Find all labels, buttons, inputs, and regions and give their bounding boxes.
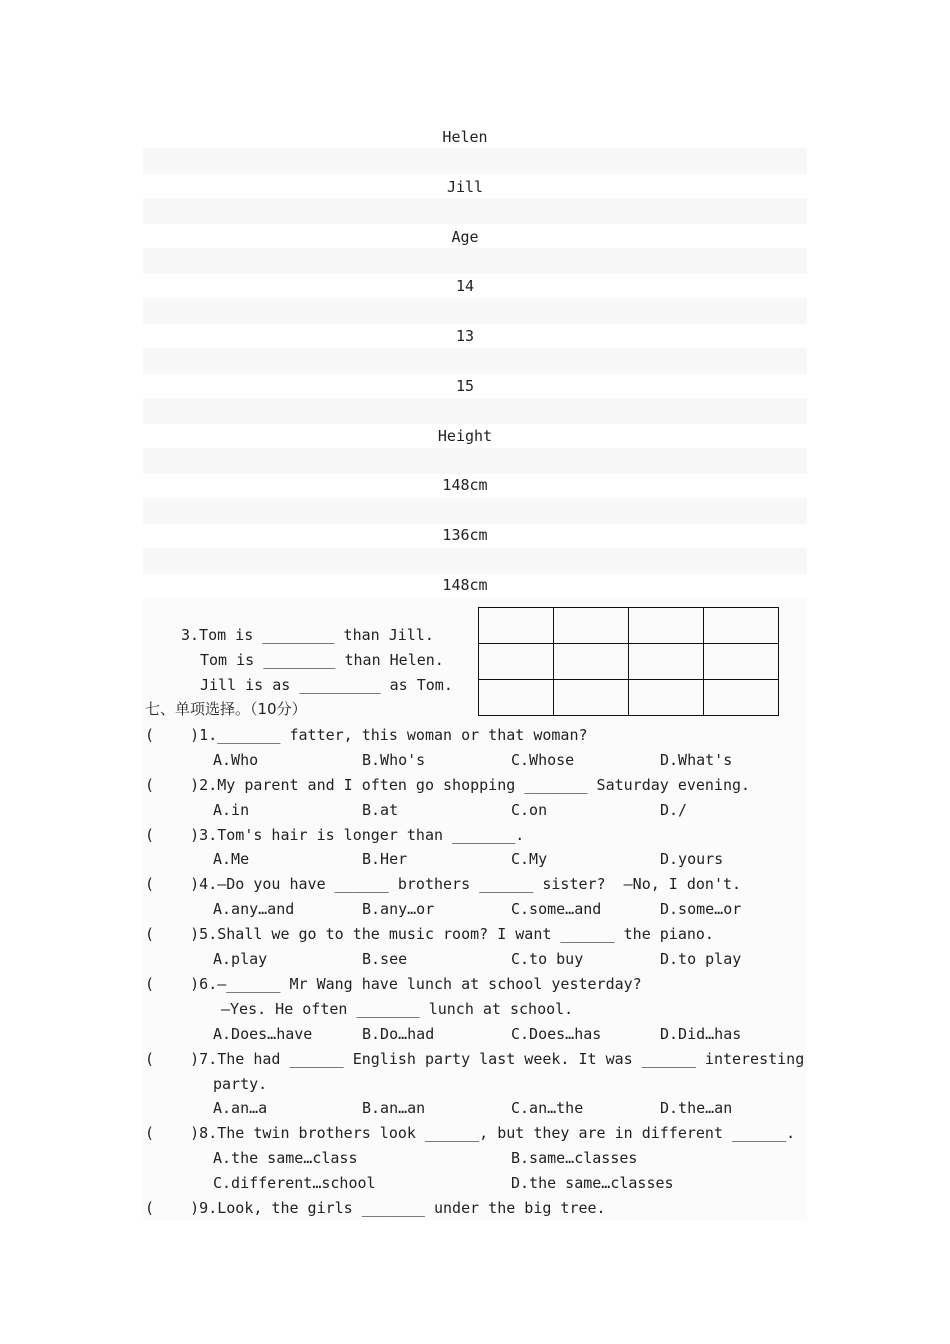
- option: D.the…an: [660, 1099, 733, 1117]
- table-row-shade: [143, 348, 807, 374]
- question-8: ( )8.The twin brothers look ______, but they are in different ______.: [145, 1124, 796, 1142]
- table-row-shade: [143, 398, 807, 424]
- option: C.different…school: [213, 1174, 376, 1192]
- q3-line: Tom is ________ than Helen.: [200, 651, 444, 669]
- question-1: ( )1._______ fatter, this woman or that woman?: [145, 726, 588, 744]
- option: D.to play: [660, 950, 742, 968]
- table-cell: 148cm: [442, 476, 488, 494]
- table-row-shade: [143, 448, 807, 474]
- empty-grid: [478, 607, 779, 716]
- option: D.Did…has: [660, 1025, 742, 1043]
- option: C.on: [511, 801, 548, 819]
- option: A.in: [213, 801, 250, 819]
- question-6: ( )6.—______ Mr Wang have lunch at school yesterday?: [145, 975, 642, 993]
- table-row-shade: [143, 298, 807, 324]
- question-3: ( )3.Tom's hair is longer than _______.: [145, 826, 525, 844]
- option: A.any…and: [213, 900, 295, 918]
- option: D.What's: [660, 751, 733, 769]
- option: D./: [660, 801, 688, 819]
- table-row-shade: [143, 198, 807, 224]
- table-cell: Helen: [442, 128, 488, 146]
- question-9: ( )9.Look, the girls _______ under the big tree.: [145, 1199, 606, 1217]
- table-row-shade: [143, 548, 807, 574]
- option: A.play: [213, 950, 268, 968]
- option: A.the same…class: [213, 1149, 358, 1167]
- option: B.Her: [362, 850, 408, 868]
- table-cell: 14: [455, 277, 475, 295]
- question-5: ( )5.Shall we go to the music room? I want ______ the piano.: [145, 925, 714, 943]
- option: C.Does…has: [511, 1025, 602, 1043]
- table-cell: Height: [437, 427, 493, 445]
- question-6-reply: —Yes. He often _______ lunch at school.: [221, 1000, 574, 1018]
- option: C.My: [511, 850, 548, 868]
- q3-line: Jill is as _________ as Tom.: [200, 676, 453, 694]
- option: B.same…classes: [511, 1149, 638, 1167]
- option: A.Does…have: [213, 1025, 313, 1043]
- table-cell: 148cm: [442, 576, 488, 594]
- option: B.at: [362, 801, 399, 819]
- option: A.Me: [213, 850, 250, 868]
- table-row-shade: [143, 248, 807, 274]
- option: B.see: [362, 950, 408, 968]
- option: C.to buy: [511, 950, 584, 968]
- question-7-cont: party.: [213, 1075, 268, 1093]
- table-row-shade: [143, 148, 807, 174]
- option: A.Who: [213, 751, 259, 769]
- question-7: ( )7.The had ______ English party last week. It was ______ interesting: [145, 1050, 805, 1068]
- table-cell: 13: [455, 327, 475, 345]
- option: C.some…and: [511, 900, 602, 918]
- option: D.some…or: [660, 900, 742, 918]
- question-4: ( )4.—Do you have ______ brothers ______ sister? —No, I don't.: [145, 875, 742, 893]
- table-cell: 15: [455, 377, 475, 395]
- table-cell: Age: [451, 228, 479, 246]
- option: C.an…the: [511, 1099, 584, 1117]
- table-row-shade: [143, 498, 807, 524]
- option: A.an…a: [213, 1099, 268, 1117]
- question-2: ( )2.My parent and I often go shopping _______ Saturday evening.: [145, 776, 751, 794]
- option: B.any…or: [362, 900, 435, 918]
- option: B.Who's: [362, 751, 426, 769]
- option: B.an…an: [362, 1099, 426, 1117]
- table-cell: 136cm: [442, 526, 488, 544]
- option: C.Whose: [511, 751, 575, 769]
- q3-line: 3.Tom is ________ than Jill.: [181, 626, 434, 644]
- option: D.the same…classes: [511, 1174, 674, 1192]
- option: B.Do…had: [362, 1025, 435, 1043]
- table-cell: Jill: [446, 178, 484, 196]
- section-heading: 七、单项选择。（10分）: [145, 700, 307, 718]
- option: D.yours: [660, 850, 724, 868]
